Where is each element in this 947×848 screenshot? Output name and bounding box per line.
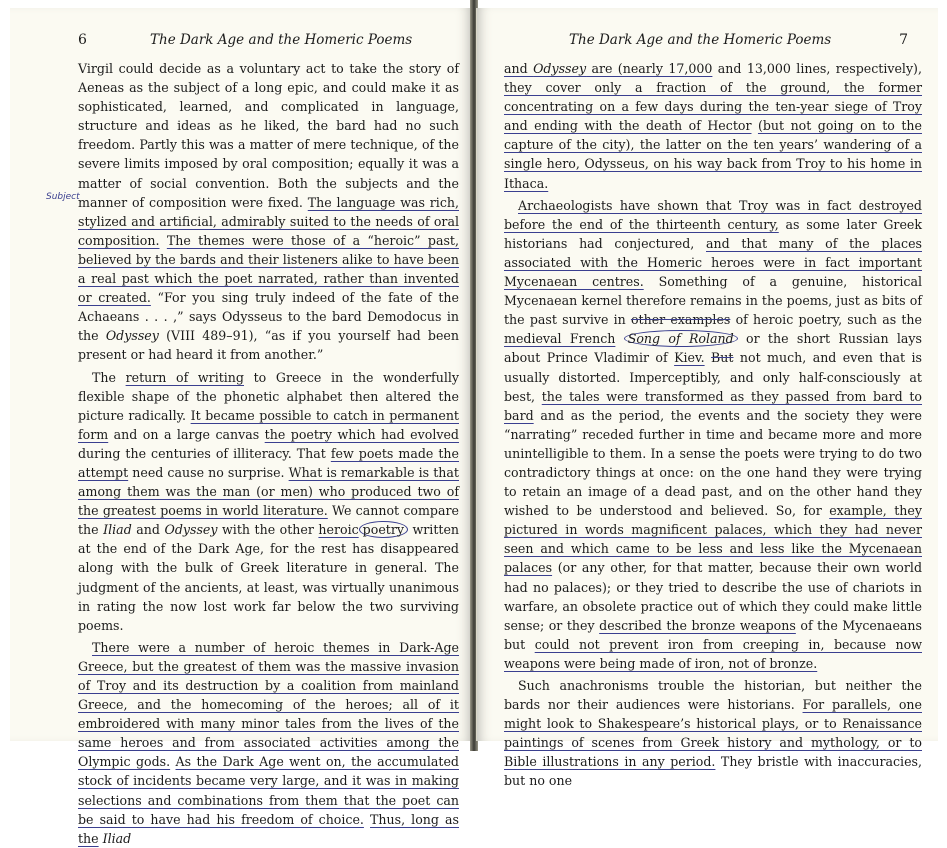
text-run: They bristle with inaccuracies, but no one [504,754,922,789]
text-run: heroic [318,522,359,538]
left-page-body-text [78,59,459,848]
text-run: Odyssey [105,328,159,344]
text-run: of heroic poetry, such as the [730,312,922,328]
handwritten-margin-note: Subject [46,192,80,202]
text-run: or the short Russian lays about Prince Vladimir of [504,331,922,366]
text-run: with the other [217,522,319,538]
text-run: return of writing [125,369,244,385]
text-run: Such anachronisms trouble the historian, but neither the bards nor their audiences were historians. [504,678,922,713]
text-run: and that many of the places associated with the Homeric heroes were in fact important Mycenaean centres. [504,235,922,290]
text-run: not much, and even that is usually distorted. Imperceptibly, and only half-consciously at best, [504,350,922,404]
text-run: during the centuries of illiteracy. That [78,445,331,461]
text-run: and [131,522,165,538]
left-page-number: 6 [78,32,87,48]
right-page-header [477,32,938,54]
text-run: The themes were those of a “heroic” past, believed by the bards and their listeners alike to have been a real past which the poet narrated, rather than invented or created. [78,232,459,306]
text-run: and as the period, the events and the society they were “narrating” receded further in time and became more and more unintelligible to them. In a sense the poets were trying to do two contradictory things at once: on the one hand they were trying to retain an image of a dead past, and on the other hand they wished to be understood and believed. So, for [504,407,922,519]
text-run: Odyssey [533,61,587,76]
text-run: But [711,350,734,366]
text-run: and 13,000 lines, respectively), [712,61,922,76]
text-run: We cannot compare the [78,503,459,538]
text-run: Archaeologists have shown that Troy was in fact destroyed before the end of the thirteenth century, [504,197,922,232]
paragraph [504,59,922,193]
paragraph [78,59,459,365]
text-run: There were a number of heroic themes in Dark-Age Greece, but the greatest of them was the massive invasion of Troy and its destruction by a coalition from mainland Greece, and the homecoming of the heroes; all of it embroidered with many minor tales from the lives of the same heroes and from associated activities among the Olympic gods. [78,639,459,770]
text-run: Something of a genuine, historical Mycenaean kernel therefore remains in the poems, just as bits of the past survive in [504,274,922,328]
right-running-title: The Dark Age and the Homeric Poems [569,32,832,48]
text-run: to Greece in the wonderfully flexible shape of the phonetic alphabet then altered the picture radically. [78,369,459,423]
text-run: (or any other, for that matter, because their own world had no palaces); or they tried to describe the use of chariots in warfare, an obsolete practice out of which they could make little sense; or they [504,560,922,633]
right-page-body-text [504,59,922,791]
left-page-header [10,32,471,54]
text-run: “For you sing truly indeed of the fate of the Achaeans . . . ,” says Odysseus to the bard Demodocus in the [78,290,459,344]
text-run: What is remarkable is that among them was the man (or men) who produced two of the greatest poems in world literature. [78,464,459,519]
paragraph [78,368,459,635]
text-run: as some later Greek historians had conjectured, [504,216,922,251]
right-page [476,8,938,789]
paragraph [504,676,922,791]
right-page-number: 7 [899,32,908,48]
left-running-title: The Dark Age and the Homeric Poems [150,32,413,48]
text-run: are (nearly 17,000 [586,61,713,76]
text-run: Virgil could decide as a voluntary act to take the story of Aeneas as the subject of a long epic, and could make it as sophisticated, learned, and complicated in language, structure and ideas as he liked, the bard had no such freedom. Partly this was a matter of mere technique, of the severe limits imposed by oral composition; equally it was a matter of social convention. Both the subjects and the manner of composition were fixed. [78,61,459,210]
paragraph [504,196,922,673]
text-run: described the bronze weapons [599,617,796,633]
text-run: the poetry which had evolved [264,426,459,442]
text-run: (VIII 489–91), “as if you yourself had been present or had heard it from another.” [78,328,459,363]
text-run: few poets made the attempt [78,445,459,480]
text-run: Iliad [103,522,132,538]
text-run: they cover only a fraction of the ground, the former concentrating on a few days during the ten-year siege of Troy and ending with the death of Hector [504,80,922,134]
left-page [10,8,472,846]
text-run: The [92,369,126,385]
text-run: For parallels, one might look to Shakespeare’s historical plays, or to Renaissance paintings of scenes from Greek history and mythology, or to Bible illustrations in any period. [504,697,922,770]
text-run: and on a large canvas [108,426,265,442]
text-run [615,331,623,346]
text-run: the tales were transformed as they passed from bard to bard [504,388,922,423]
text-run: poetry [359,521,408,538]
text-run: medieval French [504,331,616,347]
text-run: written at the end of the Dark Age, for the rest has disappeared along with the bulk of Greek literature in general. The judgment of the ancients, at least, was virtually unanimous in rating the now lost work far below the two surviving poems. [78,522,460,633]
text-run: The language was rich, stylized and artificial, admirably suited to the needs of oral composition. [78,194,459,248]
text-run: Odyssey [164,522,218,538]
text-run: example, they pictured in words magnificent palaces, which they had never seen and which came to be less and less like the Mycenaean palaces [504,503,922,576]
text-run: It became possible to catch in permanent form [78,407,459,442]
text-run: (but not going on to the capture of the city), the latter on the ten years’ wandering of a single hero, Odysseus, on his way back from Troy to his home in Ithaca. [504,118,922,191]
text-run: As the Dark Age went on, the accumulated stock of incidents became very large, and it was in making selections and combinations from them that the poet can be said to have had his freedom of choice. [78,754,459,827]
text-run: need cause no surprise. [128,464,289,480]
text-run: could not prevent iron from creeping in, because now weapons were being made of iron, not of bronze. [504,636,922,671]
text-run: Song of Roland [624,330,738,347]
text-run: Kiev. [674,350,705,366]
text-run: Iliad [102,830,132,846]
paragraph [78,638,459,848]
text-run: Thus, long as the [78,811,459,846]
text-run [160,233,167,248]
text-run: and [504,61,534,76]
text-run: other examples [630,312,731,328]
text-run: of the Mycenaeans but [504,617,922,652]
